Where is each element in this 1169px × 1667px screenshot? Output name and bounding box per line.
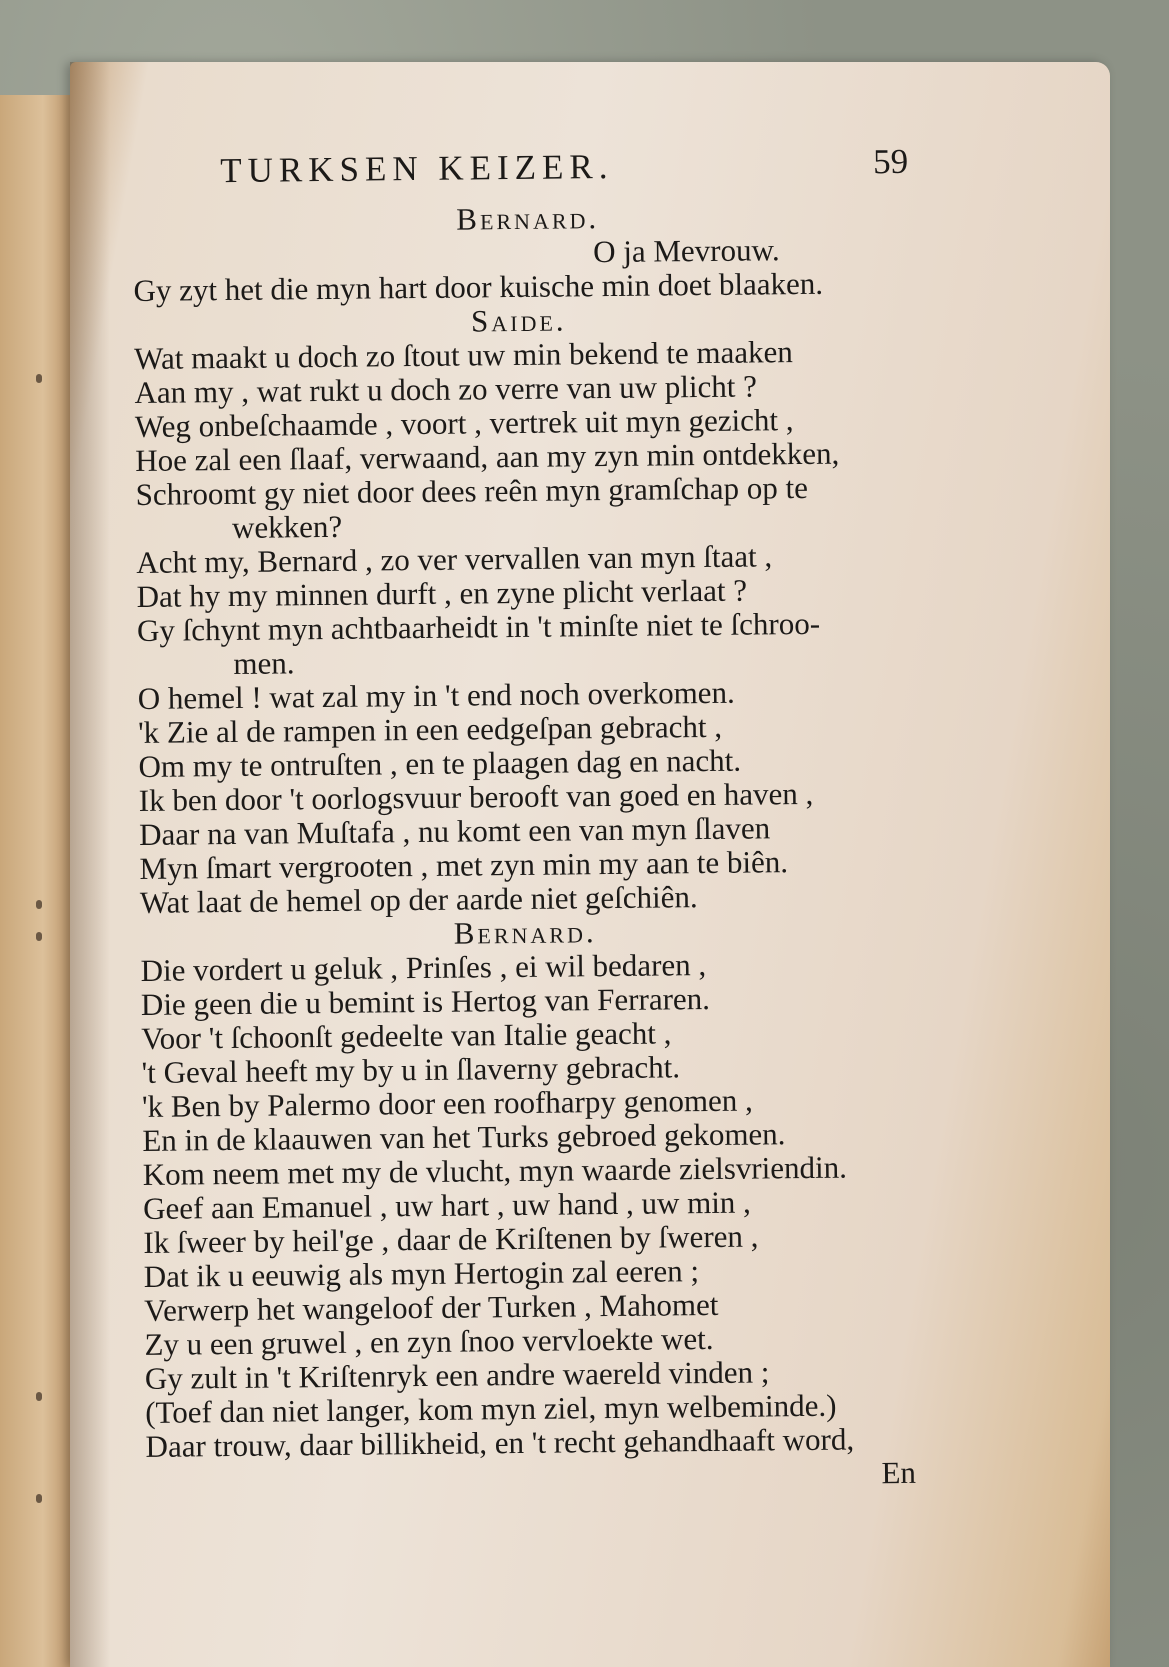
verse-line: En in de klaauwen van het Turks gebroed gekomen.	[142, 1116, 786, 1158]
verse-line: Gy zyt het die myn hart door kuische min doet blaaken.	[133, 265, 824, 308]
verse-line: Ik ſweer by heil'ge , daar de Kriſtenen by ſweren ,	[143, 1218, 759, 1260]
page-gutter-shadow	[70, 62, 110, 1667]
verse-line: Gy zult in 't Kriſtenryk een andre waereld vinden ;	[144, 1354, 770, 1396]
verse-line: Geef aan Emanuel , uw hart , uw hand , uw min ,	[142, 1184, 752, 1226]
speaker-heading: Bernard.	[456, 200, 600, 237]
binding-stitch-mark	[36, 1494, 42, 1503]
verse-line: Daar trouw, daar billikheid, en 't recht gehandhaaft word,	[145, 1421, 855, 1464]
verse-line: Verwerp het wangeloof der Turken , Mahomet	[143, 1286, 719, 1328]
verse-line: Kom neem met my de vlucht, myn waarde zielsvriendin.	[142, 1149, 848, 1192]
verse-line: Myn ſmart vergrooten , met zyn min my aan te biên.	[139, 844, 789, 886]
verse-line: Weg onbeſchaamde , voort , vertrek uit myn gezicht ,	[134, 402, 794, 444]
catchword: En	[881, 1454, 917, 1491]
speaker-heading: Saide.	[470, 302, 567, 339]
verse-line: Aan my , wat rukt u doch zo verre van uw plicht ?	[134, 368, 758, 410]
verse-line: 't Geval heeft my by u in ſlaverny gebracht.	[141, 1049, 681, 1090]
verse-line: Wat laat de hemel op der aarde niet geſchiên.	[139, 879, 698, 920]
verse-line: Die geen die u bemint is Hertog van Ferraren.	[140, 980, 711, 1022]
running-head	[132, 141, 909, 206]
verse-line: Dat hy my minnen durft , en zyne plicht verlaat ?	[136, 572, 748, 614]
verse-line: Wat maakt u doch zo ſtout uw min bekend te maaken	[134, 334, 793, 376]
binding-stitch-mark	[36, 932, 42, 941]
verse-line: 'k Ben by Palermo door een roofharpy genomen ,	[141, 1082, 753, 1124]
binding-stitch-mark	[36, 900, 42, 909]
running-title: TURKSEN KEIZER.	[220, 146, 614, 191]
page-number: 59	[872, 141, 909, 182]
verse-line-continuation: wekken?	[231, 508, 343, 545]
binding-stitch-mark	[36, 374, 42, 383]
verse-line: Schroomt gy niet door dees reên myn gramſchap op te	[135, 469, 809, 512]
verse-line-continuation: men.	[233, 645, 295, 681]
verse-line: (Toef dan niet langer, kom myn ziel, myn welbeminde.)	[145, 1387, 837, 1430]
verse-line: Zy u een gruwel , en zyn ſnoo vervloekte wet.	[144, 1320, 714, 1362]
page-text	[132, 142, 916, 1498]
speaker-heading: Bernard.	[453, 914, 597, 951]
verse-line: Acht my, Bernard , zo ver vervallen van myn ſtaat ,	[136, 538, 773, 580]
verse-line: Ik ben door 't oorlogsvuur berooft van goed en haven ,	[138, 775, 814, 818]
verse-line: O ja Mevrouw.	[592, 232, 780, 270]
verse-line: Gy ſchynt myn achtbaarheidt in 't minſte niet te ſchroo-	[136, 605, 821, 648]
verse-line: Dat ik u eeuwig als myn Hertogin zal eeren ;	[143, 1253, 700, 1294]
verse-line: Daar na van Muſtafa , nu komt een van myn ſlaven	[138, 810, 771, 852]
verse-lines	[133, 198, 916, 1498]
verse-line: Om my te ontruſten , en te plaagen dag en nacht.	[138, 742, 742, 784]
verse-line: O hemel ! wat zal my in 't end noch overkomen.	[137, 674, 735, 716]
binding-stitch-mark	[36, 1392, 42, 1401]
verse-line: Voor 't ſchoonſt gedeelte van Italie geacht ,	[141, 1015, 672, 1056]
verse-line: Hoe zal een ſlaaf, verwaand, aan my zyn min ontdekken,	[135, 435, 840, 478]
verse-line: Die vordert u geluk , Prinſes , ei wil bedaren ,	[140, 947, 707, 988]
facing-page-edge	[0, 95, 78, 1667]
verse-line: 'k Zie al de rampen in een eedgeſpan gebracht ,	[137, 708, 723, 750]
